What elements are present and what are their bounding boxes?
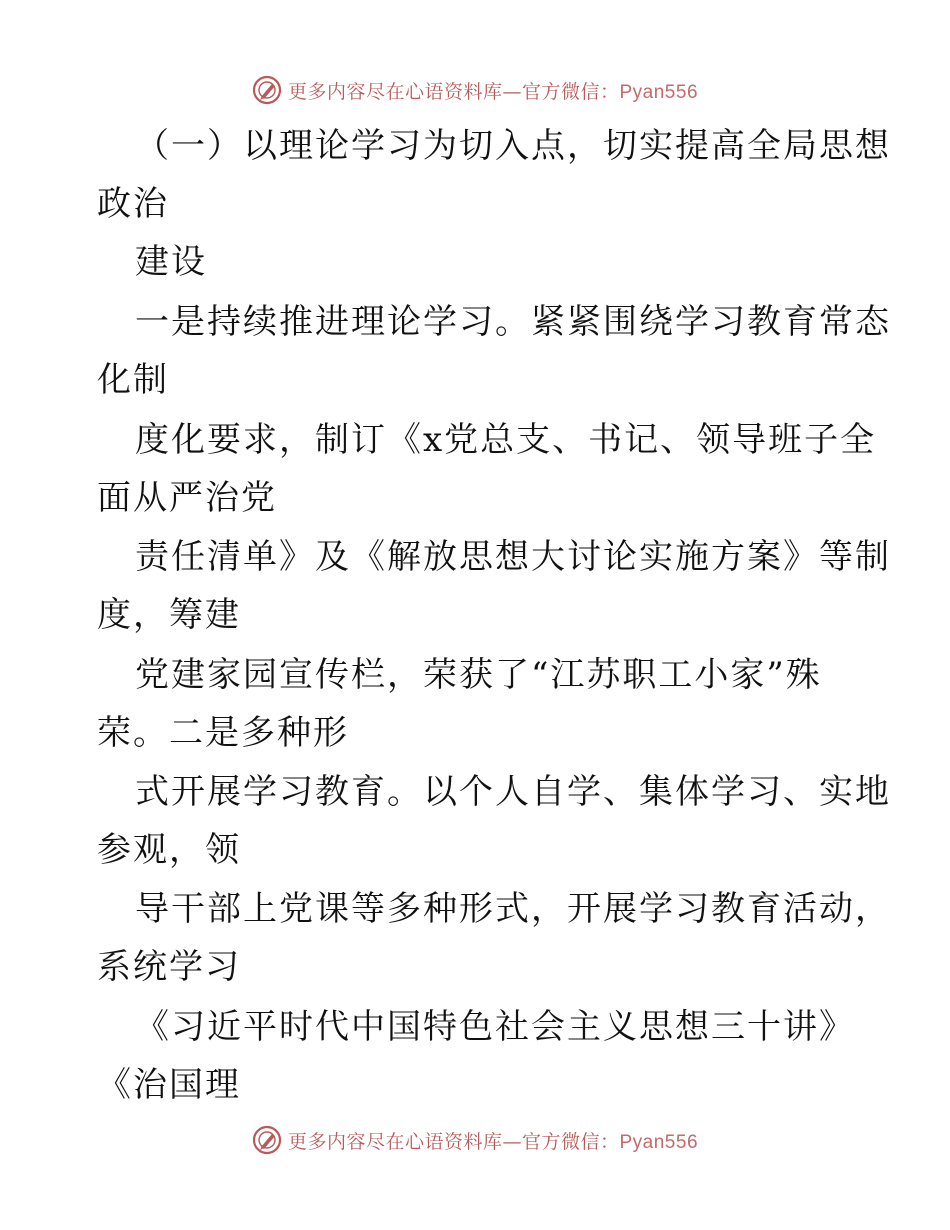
- header-banner-inner: [252, 75, 698, 105]
- pen-logo-icon: [252, 75, 282, 105]
- text-line: （一）以理论学习为切入点，切实提高全局思想: [135, 126, 891, 166]
- header-banner-wechat: 官方微信：: [521, 80, 620, 103]
- text-line: 系统学习: [97, 947, 241, 987]
- footer-banner-wechat: 官方微信：: [521, 1130, 620, 1153]
- header-banner-dash: —: [502, 80, 522, 103]
- footer-banner-dash: —: [502, 1130, 522, 1153]
- header-banner-main: 更多内容尽在心语资料库: [287, 80, 503, 103]
- text-line: 建设: [135, 242, 207, 282]
- text-line: 荣。二是多种形: [97, 713, 349, 753]
- header-banner-text: [288, 77, 698, 104]
- header-banner-id: Pyan556: [619, 81, 699, 103]
- footer-banner-main: 更多内容尽在心语资料库: [287, 1130, 503, 1153]
- text-line: 一是持续推进理论学习。紧紧围绕学习教育常态: [135, 302, 891, 342]
- text-line: 度化要求，制订《x党总支、书记、领导班子全: [135, 420, 877, 460]
- footer-banner-id: Pyan556: [619, 1131, 699, 1153]
- text-line: 政治: [97, 184, 169, 224]
- footer-banner: [0, 1120, 950, 1160]
- text-line: 《治国理: [97, 1065, 241, 1105]
- text-line: 参观，领: [97, 830, 241, 870]
- footer-banner-inner: [252, 1125, 698, 1155]
- text-line: 导干部上党课等多种形式，开展学习教育活动，: [135, 889, 891, 929]
- text-line: 《习近平时代中国特色社会主义思想三十讲》: [135, 1007, 855, 1047]
- text-line: 责任清单》及《解放思想大讨论实施方案》等制: [135, 537, 891, 577]
- text-line: 面从严治党: [97, 478, 277, 518]
- footer-banner-text: [288, 1127, 698, 1154]
- text-line: 化制: [97, 360, 169, 400]
- pen-logo-icon: [252, 1125, 282, 1155]
- text-line: 党建家园宣传栏，荣获了“江苏职工小家”殊: [135, 655, 822, 695]
- header-banner: [0, 70, 950, 110]
- text-line: 式开展学习教育。以个人自学、集体学习、实地: [135, 772, 891, 812]
- text-line: 度，筹建: [97, 595, 241, 635]
